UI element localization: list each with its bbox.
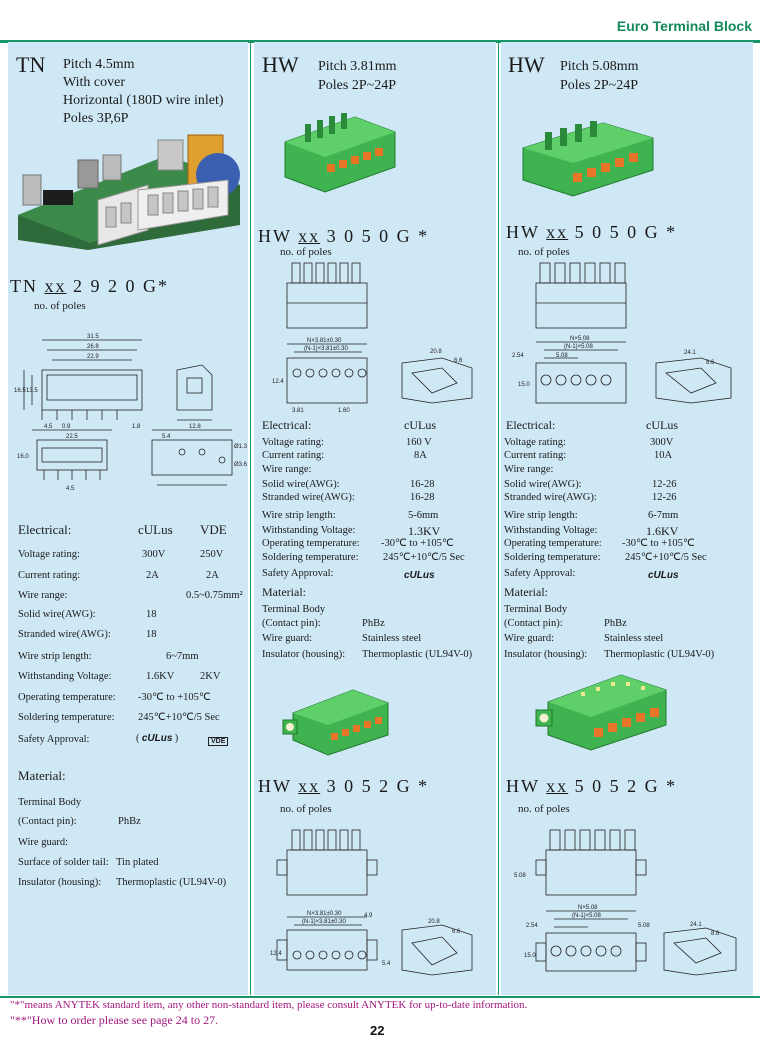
electrical-heading: Electrical: (18, 522, 72, 537)
spec-value: 160 V (406, 437, 432, 448)
spec-value: 18 (146, 609, 157, 620)
footer-rule (0, 996, 760, 998)
part-variable: xx (44, 276, 67, 296)
series-hw381: HW (262, 52, 299, 77)
spec-value: 18 (146, 629, 157, 640)
part-code: 2 9 2 0 G* (73, 276, 169, 296)
poles-note: no. of poles (34, 300, 86, 312)
dim-label: 0.9 (62, 424, 71, 430)
spec-label: Stranded wire(AWG): (504, 492, 597, 503)
material-label: Insulator (housing): (18, 877, 102, 888)
spec-value: -30℃ to +105℃ (138, 692, 211, 703)
material-label: (Contact pin): (18, 816, 77, 827)
hw5050-dimension-drawing (506, 258, 744, 416)
dim-label: 16.0 (17, 454, 29, 460)
hw3050-dimension-drawing (262, 258, 494, 416)
material-label: Wire guard: (262, 633, 313, 644)
spec-value: 8A (414, 450, 427, 461)
dim-label: 15.0 (518, 382, 530, 388)
spec-value: 5-6mm (408, 510, 439, 521)
material-label: (Contact pin): (504, 618, 563, 629)
ul-approval-logo: cULus (404, 570, 435, 581)
spec-value: 12-26 (652, 479, 677, 490)
dim-label: 3.81 (292, 408, 304, 414)
dim-label: 15.0 (524, 953, 536, 959)
spec-label: Operating temperature: (504, 538, 602, 549)
spec-label: Wire range: (18, 590, 68, 601)
spec-line: Poles 3P,6P (63, 111, 129, 126)
spec-label: Wire range: (262, 464, 312, 475)
hw3052-part-number: HW xx 3 0 5 2 G * (258, 776, 430, 796)
spec-value: -30℃ to +105℃ (622, 538, 695, 549)
dim-label: 2.54 (526, 923, 538, 929)
dim-label: N×5.08 (570, 336, 590, 342)
dim-label: 8.6 (711, 931, 720, 937)
dim-label: 8.6 (706, 360, 715, 366)
hw3050-part-number: HW xx 3 0 5 0 G * (258, 226, 430, 246)
dim-label: 12.8 (189, 424, 201, 430)
spec-label: Withstanding Voltage: (504, 525, 598, 536)
material-value: Thermoplastic (UL94V-0) (362, 649, 473, 660)
spec-label: Voltage rating: (504, 437, 566, 448)
material-value: Thermoplastic (UL94V-0) (116, 877, 227, 888)
ul-heading: cULus (138, 522, 173, 537)
material-value: Thermoplastic (UL94V-0) (604, 649, 715, 660)
material-value: PhBz (118, 816, 141, 827)
spec-label: Operating temperature: (18, 692, 116, 703)
ul-heading: cULus (404, 418, 436, 432)
dim-label: 20.8 (430, 349, 442, 355)
hw5052-connector-image (536, 670, 666, 750)
spec-value: 245℃+10℃/5 Sec (625, 552, 707, 563)
spec-label: Soldering temperature: (262, 552, 359, 563)
spec-label: Safety Approval: (262, 568, 334, 579)
hw381-connector-image (285, 112, 395, 192)
material-label: Surface of solder tail: (18, 857, 109, 868)
spec-value: 1.6KV (646, 524, 679, 538)
page-number: 22 (370, 1023, 385, 1038)
spec-value: -30℃ to +105℃ (381, 538, 454, 549)
electrical-heading: Electrical: (262, 418, 312, 432)
footnote-standard: "*"means ANYTEK standard item, any other non-standard item, please consult ANYTEK for up-to-date information. (10, 999, 528, 1011)
dim-label: 24.1 (684, 350, 696, 356)
dim-label: N×3.81±0.30 (307, 911, 342, 917)
dim-label: 26.8 (87, 344, 99, 350)
ul-heading: cULus (646, 418, 678, 432)
spec-line: Horizontal (180D wire inlet) (63, 93, 224, 108)
dim-label: 1.60 (338, 408, 350, 414)
spec-value: 245℃+10℃/5 Sec (138, 712, 220, 723)
material-label: Terminal Body (18, 797, 82, 808)
dim-label: (N-1)×5.08 (572, 913, 601, 919)
spec-value: 2KV (200, 671, 221, 682)
material-label: Insulator (housing): (262, 649, 346, 660)
dim-label: 12.4 (272, 379, 284, 385)
spec-line: With cover (63, 75, 126, 90)
spec-label: Wire strip length: (504, 510, 578, 521)
spec-label: Operating temperature: (262, 538, 360, 549)
series-hw508: HW (508, 52, 545, 77)
spec-line: Pitch 3.81mm (318, 59, 397, 74)
spec-value: 0.5~0.75mm² (186, 590, 243, 601)
section-title: Euro Terminal Block (616, 18, 752, 34)
spec-label: Solid wire(AWG): (504, 479, 582, 490)
dim-label: 13.5 (26, 388, 38, 394)
spec-label: Solid wire(AWG): (18, 609, 96, 620)
spec-line: Pitch 4.5mm (63, 57, 135, 72)
poles-note: no. of poles (280, 803, 332, 815)
spec-label: Current rating: (504, 450, 567, 461)
dim-label: 5.4 (382, 961, 391, 967)
material-value: Stainless steel (604, 633, 664, 644)
material-label: Terminal Body (504, 604, 568, 615)
material-label: Terminal Body (262, 604, 326, 615)
spec-value: 2A (146, 570, 159, 581)
material-label: (Contact pin): (262, 618, 321, 629)
spec-label: Voltage rating: (18, 549, 80, 560)
spec-label: Wire strip length: (262, 510, 336, 521)
hw3052-connector-image (283, 685, 393, 755)
hw5050-part-number: HW xx 5 0 5 0 G * (506, 222, 678, 242)
spec-label: Wire strip length: (18, 651, 92, 662)
spec-value: 10A (654, 450, 673, 461)
spec-line: Poles 2P~24P (560, 78, 638, 93)
part-prefix: TN (10, 276, 38, 296)
dim-label: 5.4 (162, 434, 171, 440)
vde-approval-logo: VDE (208, 737, 228, 746)
tn-dimension-drawing (12, 330, 248, 500)
ul-approval-logo: cULus (648, 570, 679, 581)
material-heading: Material: (262, 585, 306, 599)
dim-label: 12.4 (270, 951, 282, 957)
page-footer (0, 996, 760, 1045)
dim-label: (N-1)×5.08 (564, 344, 593, 350)
dim-label: 2.54 (512, 353, 524, 359)
column-divider (250, 42, 251, 995)
material-value: Tin plated (116, 857, 159, 868)
spec-value: 16-28 (410, 479, 435, 490)
spec-label: Safety Approval: (504, 568, 576, 579)
poles-note: no. of poles (518, 803, 570, 815)
dim-label: 20.8 (428, 919, 440, 925)
spec-label: Safety Approval: (18, 734, 90, 745)
spec-label: Stranded wire(AWG): (262, 492, 355, 503)
dim-label: 24.1 (690, 922, 702, 928)
dim-label: (N-1)×3.81±0.30 (304, 346, 348, 352)
spec-label: Withstanding Voltage: (18, 671, 112, 682)
material-label: Wire guard: (504, 633, 555, 644)
spec-value: 6~7mm (166, 651, 199, 662)
material-label: Insulator (housing): (504, 649, 588, 660)
poles-note: no. of poles (280, 246, 332, 258)
spec-value: 6-7mm (648, 510, 679, 521)
dim-label: 4.5 (44, 424, 53, 430)
spec-value: 300V (142, 549, 166, 560)
material-label: Wire guard: (18, 837, 69, 848)
spec-label: Withstanding Voltage: (262, 525, 356, 536)
dim-label: Ø1.3 (234, 444, 248, 450)
spec-value: 1.6KV (146, 671, 175, 682)
dim-label: 6.6 (454, 358, 463, 364)
dim-label: N×3.81±0.30 (307, 338, 342, 344)
spec-value: 250V (200, 549, 224, 560)
spec-value: 16-28 (410, 492, 435, 503)
tn-product-photo (18, 135, 240, 250)
dim-label: 4.5 (66, 486, 75, 492)
spec-value: 245℃+10℃/5 Sec (383, 552, 465, 563)
material-value: Stainless steel (362, 633, 422, 644)
spec-value: 1.3KV (408, 524, 441, 538)
spec-line: Pitch 5.08mm (560, 59, 639, 74)
spec-line: Poles 2P~24P (318, 78, 396, 93)
dim-label: 5.08 (514, 873, 526, 879)
dim-label: 31.5 (87, 334, 99, 340)
spec-value: 2A (206, 570, 219, 581)
dim-label: 6.6 (452, 929, 461, 935)
poles-note: no. of poles (518, 246, 570, 258)
dim-label: 16.5 (14, 388, 26, 394)
dim-label: N×5.08 (578, 905, 598, 911)
hw508-connector-image (523, 118, 653, 196)
dim-label: Ø3.6 (234, 462, 248, 468)
spec-label: Soldering temperature: (18, 712, 115, 723)
dim-label: 5.08 (556, 353, 568, 359)
spec-label: Stranded wire(AWG): (18, 629, 111, 640)
electrical-heading: Electrical: (506, 418, 556, 432)
dim-label: 4.9 (364, 913, 373, 919)
dim-label: 1.8 (132, 424, 141, 430)
series-tn: TN (16, 52, 46, 77)
material-value: PhBz (362, 618, 385, 629)
spec-value: 12-26 (652, 492, 677, 503)
hw5052-part-number: HW xx 5 0 5 2 G * (506, 776, 678, 796)
material-heading: Material: (504, 585, 548, 599)
material-value: PhBz (604, 618, 627, 629)
page-header (0, 18, 760, 40)
ul-approval-logo: ( cULus ) (136, 733, 179, 744)
dim-label: (N-1)×3.81±0.30 (302, 919, 346, 925)
dim-label: 22.5 (66, 434, 78, 440)
footnote-ordering: "**"How to order please see page 24 to 27. (10, 1013, 219, 1027)
spec-label: Wire range: (504, 464, 554, 475)
spec-label: Current rating: (18, 570, 81, 581)
spec-label: Current rating: (262, 450, 325, 461)
tn-part-number (10, 276, 169, 297)
spec-label: Soldering temperature: (504, 552, 601, 563)
spec-label: Solid wire(AWG): (262, 479, 340, 490)
dim-label: 22.9 (87, 354, 99, 360)
hw5052-dimension-drawing (506, 825, 746, 985)
spec-label: Voltage rating: (262, 437, 324, 448)
dim-label: 5.08 (638, 923, 650, 929)
vde-heading: VDE (200, 522, 227, 537)
spec-value: 300V (650, 437, 674, 448)
column-divider (498, 42, 499, 995)
material-heading: Material: (18, 768, 66, 783)
hw3052-dimension-drawing (262, 825, 494, 985)
